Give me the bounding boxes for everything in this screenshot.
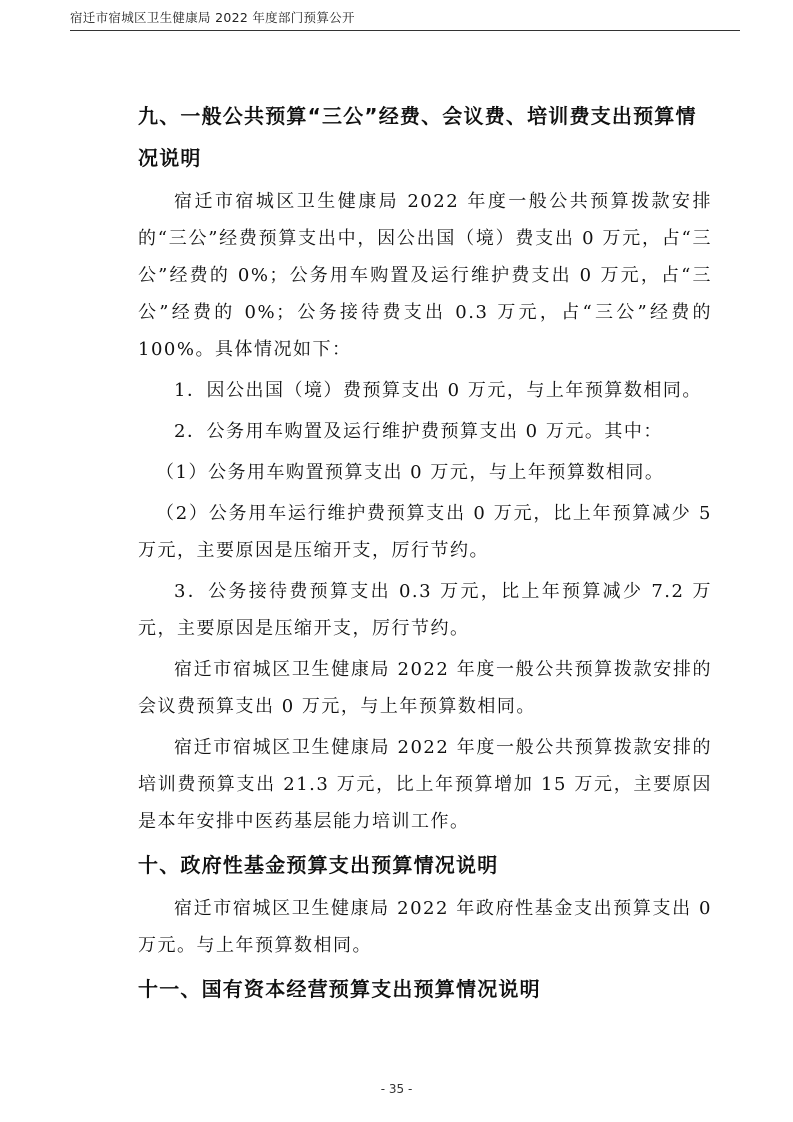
page-number: - 35 - xyxy=(380,1082,413,1096)
header-title: 宿迁市宿城区卫生健康局 2022 年度部门预算公开 xyxy=(70,10,355,25)
paragraph-meeting-fee: 宿迁市宿城区卫生健康局 2022 年度一般公共预算拨款安排的会议费预算支出 0 万元，与上年预算数相同。 xyxy=(138,659,712,717)
paragraph-item-3: 3．公务接待费预算支出 0.3 万元，比上年预算减少 7.2 万元，主要原因是压缩开支，厉行节约。 xyxy=(138,581,712,639)
page-header xyxy=(70,6,740,31)
paragraph-government-fund: 宿迁市宿城区卫生健康局 2022 年政府性基金支出预算支出 0 万元。与上年预算数相同。 xyxy=(138,898,712,956)
section-heading-10: 十、政府性基金预算支出预算情况说明 xyxy=(138,853,499,877)
section-heading-11: 十一、国有资本经营预算支出预算情况说明 xyxy=(138,977,541,1001)
paragraph-training-fee: 宿迁市宿城区卫生健康局 2022 年度一般公共预算拨款安排的培训费预算支出 21.3 万元，比上年预算增加 15 万元，主要原因是本年安排中医药基层能力培训工作。 xyxy=(138,737,712,832)
paragraph-item-2-2: （2）公务用车运行维护费预算支出 0 万元，比上年预算减少 5 万元，主要原因是压缩开支，厉行节约。 xyxy=(138,503,712,561)
document-body xyxy=(138,95,712,1010)
paragraph-item-2: 2．公务用车购置及运行维护费预算支出 0 万元。其中： xyxy=(174,421,663,442)
paragraph-item-2-1: （1）公务用车购置预算支出 0 万元，与上年预算数相同。 xyxy=(156,462,665,483)
section-heading-9: 九、一般公共预算“三公”经费、会议费、培训费支出预算情况说明 xyxy=(138,104,697,170)
paragraph-item-1: 1．因公出国（境）费预算支出 0 万元，与上年预算数相同。 xyxy=(174,380,702,401)
paragraph-sangong-overview: 宿迁市宿城区卫生健康局 2022 年度一般公共预算拨款安排的“三公”经费预算支出中，因公出国（境）费支出 0 万元，占“三公”经费的 0%；公务用车购置及运行维护费支出 0 万元，占“三公”经费的 0%；公务接待费支出 0.3 万元，占“三公”经费的 100%。具体情况如下： xyxy=(138,191,712,360)
